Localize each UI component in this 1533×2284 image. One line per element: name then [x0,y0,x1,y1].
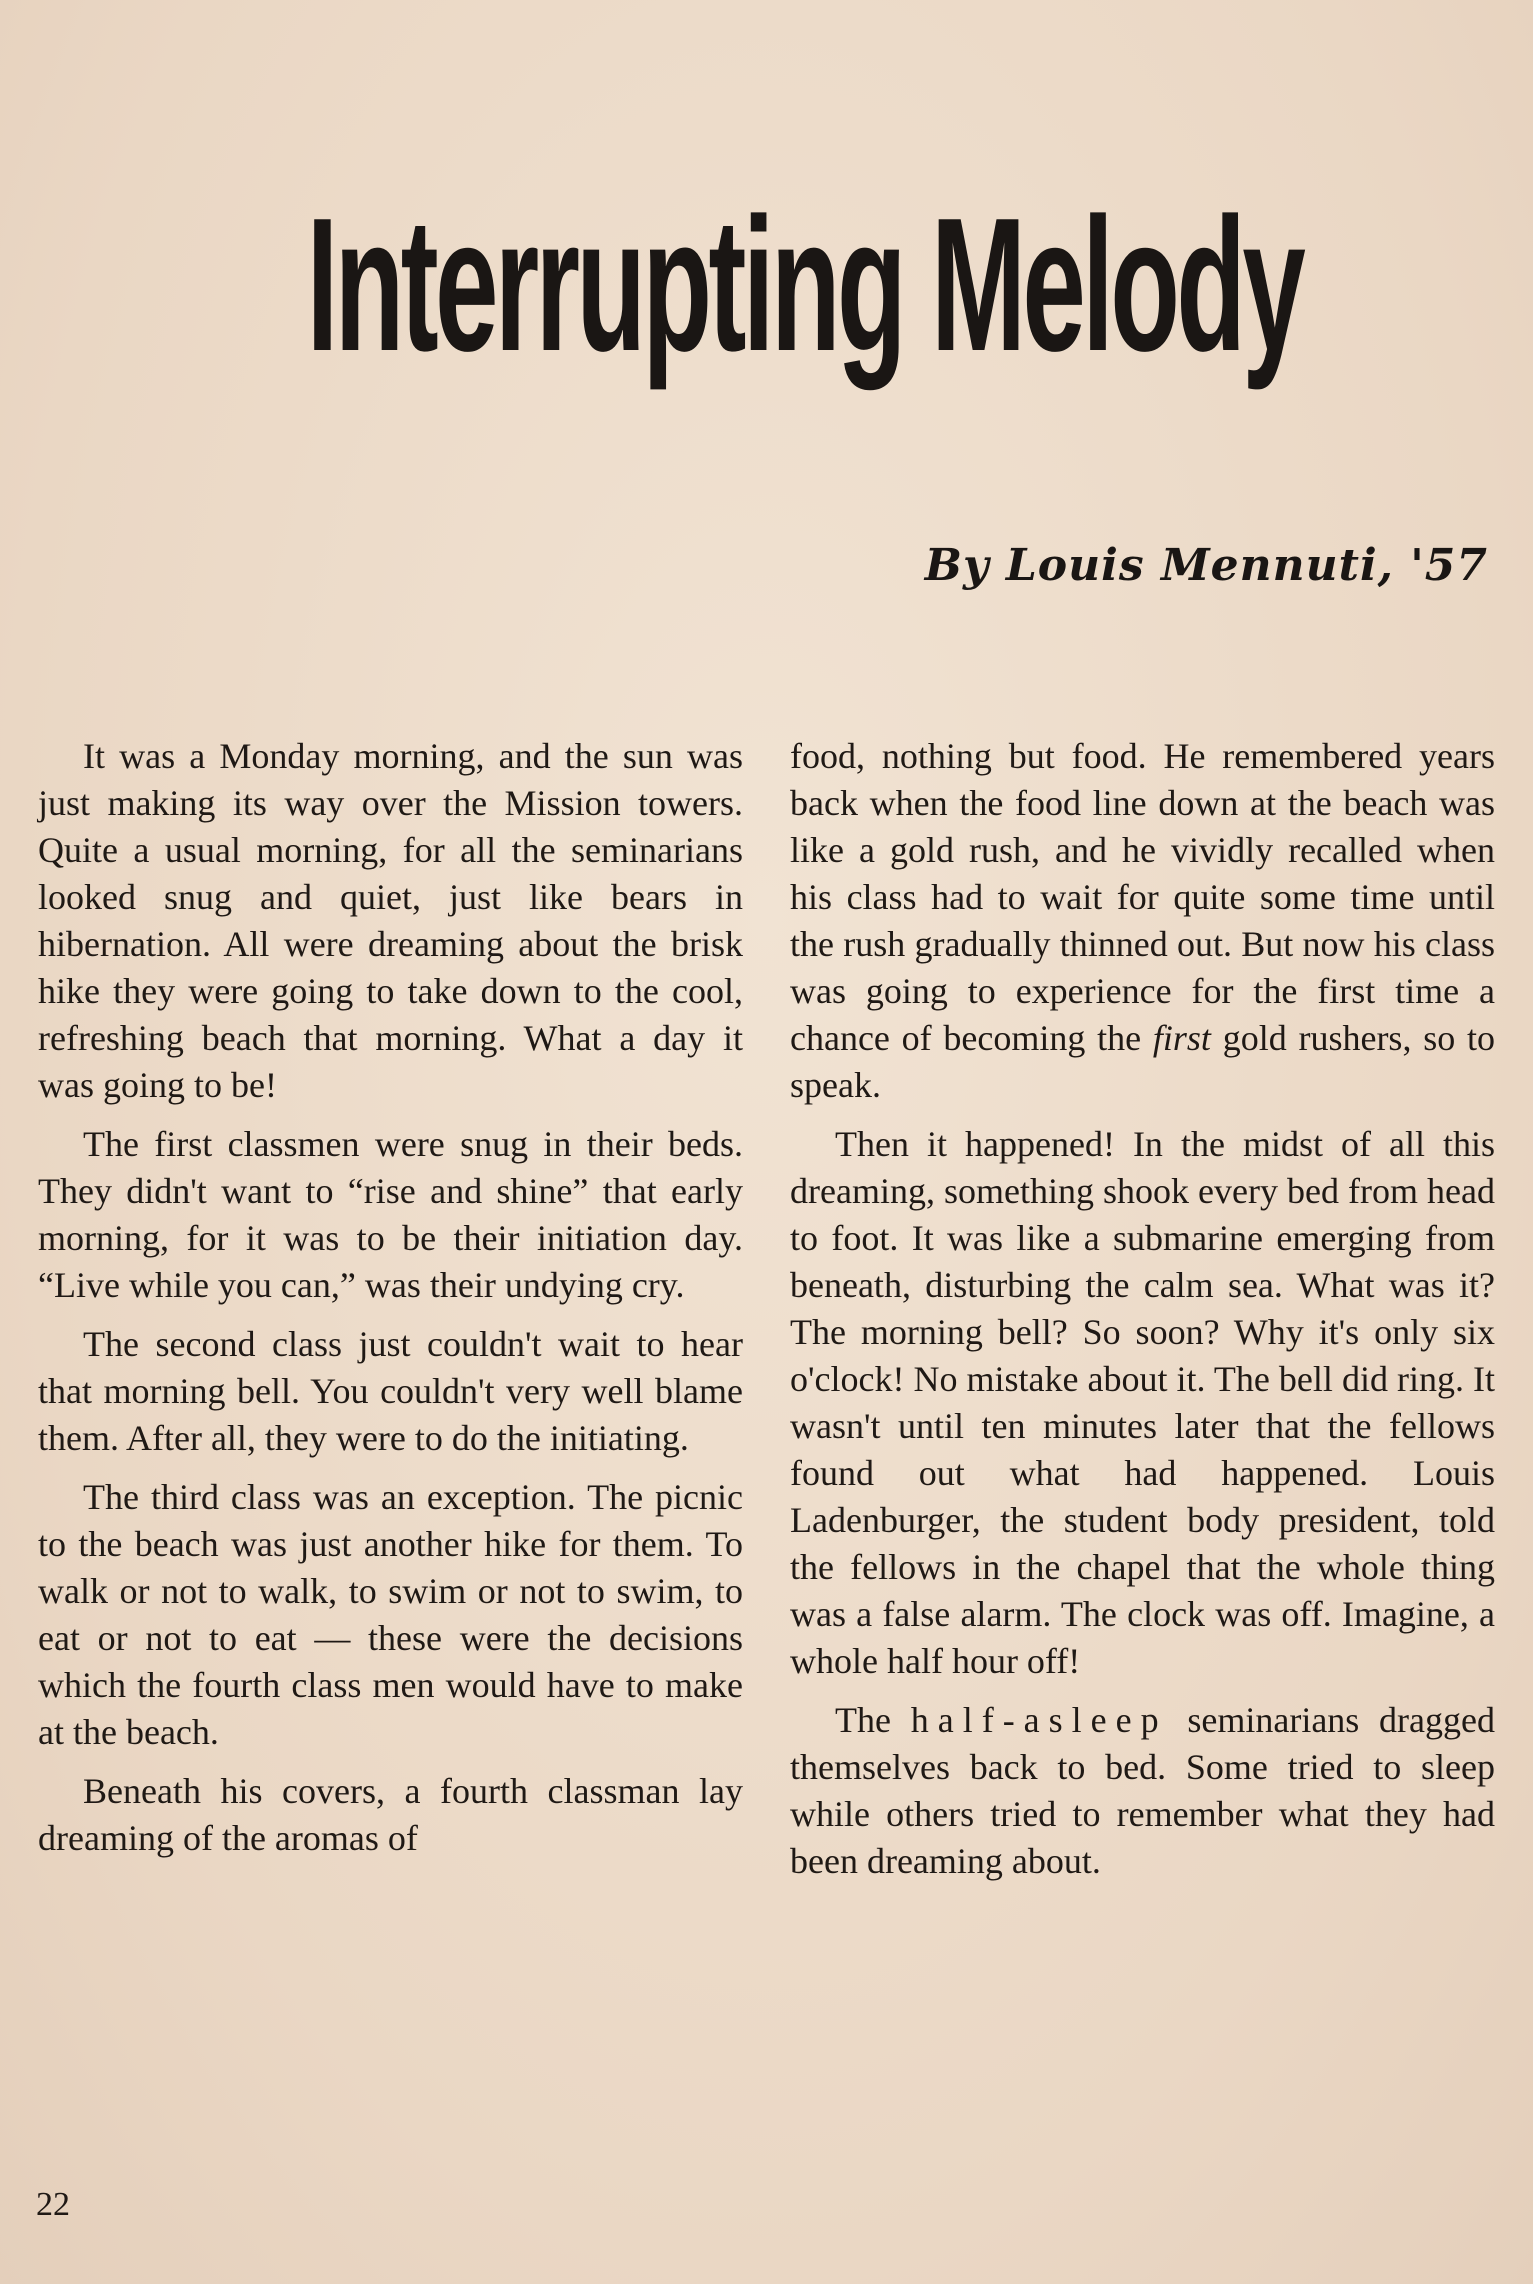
article-title: Interrupting Melody [306,179,1303,391]
paragraph-continued [790,733,1495,1109]
left-text-column [38,733,743,1874]
text-run: seminarians dragged themselves back to bed. Some tried to sleep while others tried to remember what they had been dreaming about. [790,1700,1495,1881]
paragraph: The second class just couldn't wait to hear that morning bell. You couldn't very well blame them. After all, they were to do the initiating. [38,1324,743,1458]
paragraph: It was a Monday morning, and the sun was just making its way over the Mission towers. Quite a usual morning, for all the seminarians looked snug and quiet, just like bears in hibernation. All were dreaming about the brisk hike they were going to take down to the cool, refreshing beach that morning. What a day it was going to be! [38,736,743,1105]
article-byline: By Louis Mennuti, '57 [924,540,1488,591]
paragraph [790,1697,1495,1885]
text-run: The [835,1700,911,1740]
letterspaced-word: half-asleep [910,1700,1168,1740]
page-number: 22 [36,2186,70,2223]
text-run: gold rushers, so to speak. [790,1018,1495,1105]
paragraph: The first classmen were snug in their beds. They didn't want to “rise and shine” that early morning, for it was to be their initiation day. “Live while you can,” was their undying cry. [38,1124,743,1305]
emphasized-word: first [1152,1018,1211,1058]
paragraph: The third class was an exception. The picnic to the beach was just another hike for them. To walk or not to walk, to swim or not to swim, to eat or not to eat — these were the decisions which the fourth class men would have to make at the beach. [38,1477,743,1752]
paragraph: Then it happened! In the midst of all this dreaming, something shook every bed from head to foot. It was like a submarine emerging from beneath, disturbing the calm sea. What was it? The morning bell? So soon? Why it's only six o'clock! No mistake about it. The bell did ring. It wasn't until ten minutes later that the fellows found out what had happened. Louis Ladenburger, the student body president, told the fellows in the chapel that the whole thing was a false alarm. The clock was off. Imagine, a whole half hour off! [790,1124,1495,1681]
right-text-column [790,733,1495,1897]
text-run: food, nothing but food. He remembered years back when the food line down at the beach was like a gold rush, and he vividly recalled when his class had to wait for quite some time until the rush gradually thinned out. But now his class was going to experience for the first time a chance of becoming the [790,736,1495,1058]
paragraph: Beneath his covers, a fourth classman lay dreaming of the aromas of [38,1771,743,1858]
